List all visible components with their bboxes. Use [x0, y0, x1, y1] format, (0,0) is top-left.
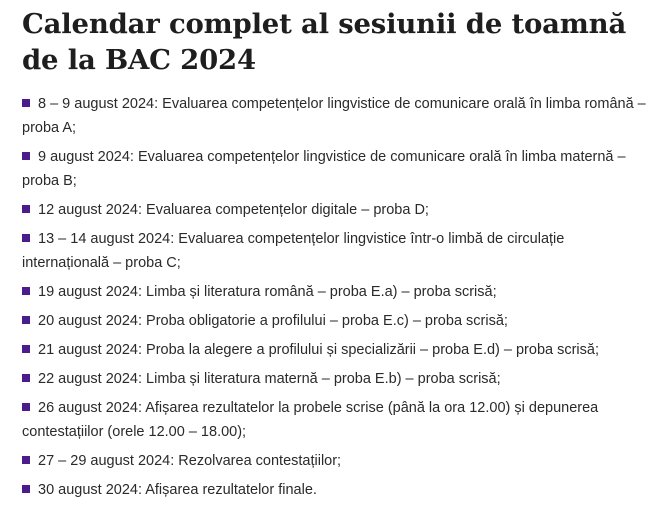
list-item-text: 8 – 9 august 2024: Evaluarea competențelor lingvistice de comunicare orală în limba română – proba A; [22, 96, 646, 136]
square-bullet-icon [22, 99, 30, 107]
list-item-text: 19 august 2024: Limba și literatura română – proba E.a) – proba scrisă; [38, 284, 497, 300]
square-bullet-icon [22, 287, 30, 295]
list-item [22, 309, 654, 333]
list-item [22, 280, 654, 304]
square-bullet-icon [22, 374, 30, 382]
list-item [22, 145, 654, 193]
list-item-text: 21 august 2024: Proba la alegere a profilului și specializării – proba E.d) – proba scrisă; [38, 342, 599, 358]
schedule-list [22, 92, 654, 502]
square-bullet-icon [22, 316, 30, 324]
square-bullet-icon [22, 403, 30, 411]
list-item [22, 227, 654, 275]
list-item [22, 92, 654, 140]
square-bullet-icon [22, 485, 30, 493]
list-item-text: 13 – 14 august 2024: Evaluarea competențelor lingvistice într-o limbă de circulație internațională – proba C; [22, 231, 565, 271]
square-bullet-icon [22, 234, 30, 242]
list-item-text: 12 august 2024: Evaluarea competențelor digitale – proba D; [38, 202, 429, 218]
list-item-text: 22 august 2024: Limba și literatura maternă – proba E.b) – proba scrisă; [38, 371, 501, 387]
list-item-text: 27 – 29 august 2024: Rezolvarea contestațiilor; [38, 453, 342, 469]
list-item-text: 26 august 2024: Afișarea rezultatelor la probele scrise (până la ora 12.00) și depunerea contestațiilor (orele 12.00 – 18.00); [22, 400, 599, 440]
list-item [22, 449, 654, 473]
list-item [22, 478, 654, 502]
square-bullet-icon [22, 345, 30, 353]
list-item [22, 338, 654, 362]
square-bullet-icon [22, 456, 30, 464]
page-title: Calendar complet al sesiunii de toamnă de la BAC 2024 [22, 8, 627, 76]
list-item [22, 198, 654, 222]
list-item-text: 9 august 2024: Evaluarea competențelor lingvistice de comunicare orală în limba maternă – proba B; [22, 149, 626, 189]
list-item [22, 367, 654, 391]
article [22, 6, 654, 507]
list-item-text: 30 august 2024: Afișarea rezultatelor finale. [38, 482, 317, 498]
list-item-text: 20 august 2024: Proba obligatorie a profilului – proba E.c) – proba scrisă; [38, 313, 508, 329]
square-bullet-icon [22, 152, 30, 160]
list-item [22, 396, 654, 444]
square-bullet-icon [22, 205, 30, 213]
